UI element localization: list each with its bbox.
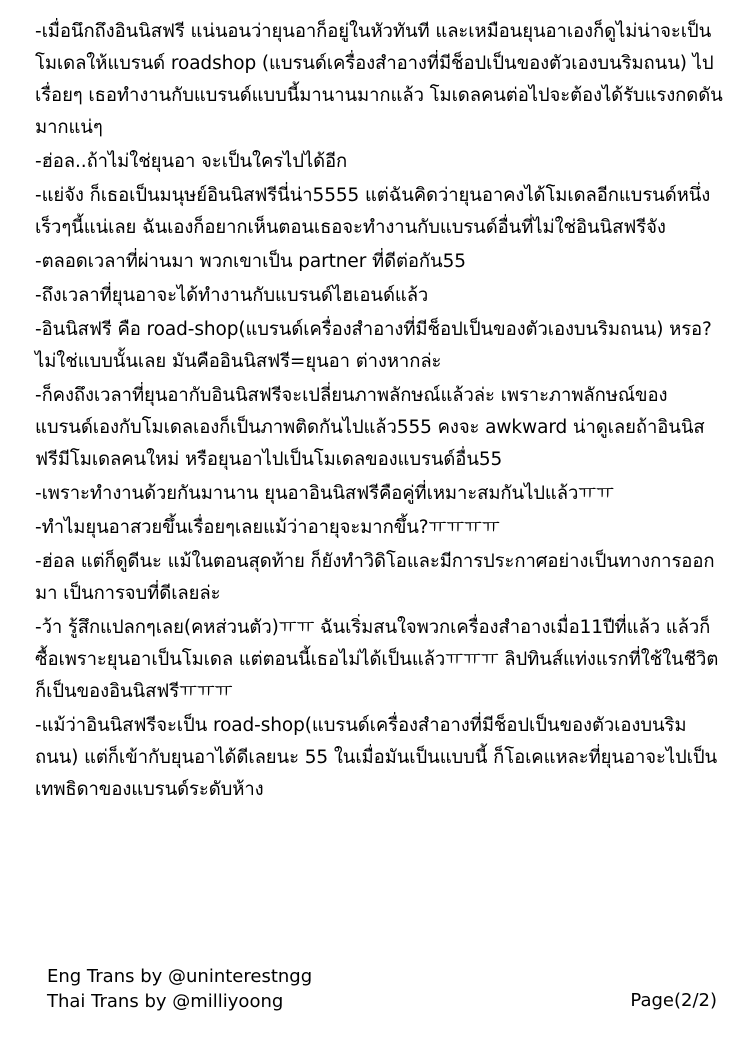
comment-item: -ทำไมยุนอาสวยขึ้นเรื่อยๆเลยแม้ว่าอายุจะมากขึ้น?ㅠㅠㅠㅠ [35,517,500,538]
comment-item: -แย่จัง ก็เธอเป็นมนุษย์อินนิสฟรีนี่น่า5555 แต่ฉันคิดว่ายุนอาคงได้โมเดลอีกแบรนด์หนึ่งเร็วๆนี้แน่เลย ฉันเองก็อยากเห็นตอนเธอจะทำงานกับแบรนด์อื่นที่ไม่ใช่อินนิสฟรีจัง [35,185,711,238]
comment-item: -อินนิสฟรี คือ road-shop(แบรนด์เครื่องสำอางที่มีช็อปเป็นของตัวเองบนริมถนน) หรอ? ไม่ใช่แบบนั้นเลย มันคืออินนิสฟรี=ยุนอา ต่างหากล่ะ [35,319,712,372]
thai-translator-credit: Thai Trans by @milliyoong [47,991,284,1012]
comment-list [35,16,723,808]
comment-item: -ว้า รู้สึกแปลกๆเลย(คหส่วนตัว)ㅠㅠ ฉันเริ่มสนใจพวกเครื่องสำอางเมื่อ11ปีที่แล้ว แล้วก็ซื้อเพราะยุนอาเป็นโมเดล แต่ตอนนี้เธอไม่ได้เป็นแล้วㅠㅠㅠ ลิปทินส์แท่งแรกที่ใช้ในชีวิตก็เป็นของอินนิสฟรีㅠㅠㅠ [35,617,719,702]
page-number: Page(2/2) [630,990,717,1011]
comment-item: -ก็คงถึงเวลาที่ยุนอากับอินนิสฟรีจะเปลี่ยนภาพลักษณ์แล้วล่ะ เพราะภาพลักษณ์ของแบรนด์เองกับโมเดลเองก็เป็นภาพติดกันไปแล้ว555 คงจะ awkward น่าดูเลยถ้าอินนิสฟรีมีโมเดลคนใหม่ หรือยุนอาไปเป็นโมเดลของแบรนด์อื่น55 [35,385,705,470]
comment-item: -ถึงเวลาที่ยุนอาจะได้ทำงานกับแบรนด์ไฮเอนด์แล้ว [35,285,429,306]
comment-item: -แม้ว่าอินนิสฟรีจะเป็น road-shop(แบรนด์เครื่องสำอางที่มีช็อปเป็นของตัวเองบนริมถนน) แต่ก็เข้ากับยุนอาได้ดีเลยนะ 55 ในเมื่อมันเป็นแบบนี้ ก็โอเคแหละที่ยุนอาจะไปเป็นเทพธิดาของแบรนด์ระดับห้าง [35,715,718,800]
comment-item: -เมื่อนึกถึงอินนิสฟรี แน่นอนว่ายุนอาก็อยู่ในหัวทันที และเหมือนยุนอาเองก็ดูไม่น่าจะเป็นโมเดลให้แบรนด์ roadshop (แบรนด์เครื่องสำอางที่มีช็อปเป็นของตัวเองบนริมถนน) ไปเรื่อยๆ เธอทำงานกับแบรนด์แบบนี้มานานมากแล้ว โมเดลคนต่อไปจะต้องได้รับแรงกดดันมากแน่ๆ [35,21,723,138]
comment-item: -ฮ่อล แต่ก็ดูดีนะ แม้ในตอนสุดท้าย ก็ยังทำวิดิโอและมีการประกาศอย่างเป็นทางการออกมา เป็นการจบที่ดีเลยล่ะ [35,551,715,604]
translator-credits [47,964,312,1014]
comment-item: -เพราะทำงานด้วยกันมานาน ยุนอาอินนิสฟรีคือคู่ที่เหมาะสมกันไปแล้วㅠㅠ [35,483,614,504]
comment-item: -ฮ่อล..ถ้าไม่ใช่ยุนอา จะเป็นใครไปได้อีก [35,151,348,172]
eng-translator-credit: Eng Trans by @uninterestngg [47,966,313,987]
comment-item: -ตลอดเวลาที่ผ่านมา พวกเขาเป็น partner ที่ดีต่อกัน55 [35,251,466,272]
